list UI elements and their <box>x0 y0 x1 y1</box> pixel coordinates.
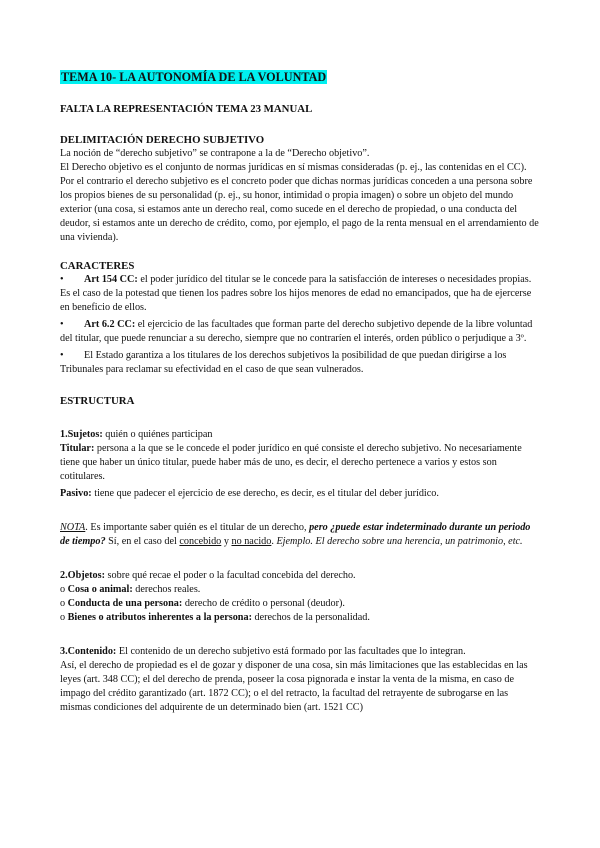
nota-text: . <box>271 536 277 547</box>
paragraph: El Derecho objetivo es el conjunto de normas jurídicas en sí mismas consideradas (p. ej., las contenidas en el CC). Por el contrario el derecho subjetivo es el concreto poder que dichas normas jurídicas conceden a una persona sobre los propios bienes de su personalidad (p. ej., su honor, intimidad o propia imagen) o sobre un objeto del mundo exterior (una cosa, si estamos ante un derecho real, como sucede en el derecho de propiedad, o una conducta del deudor, si estamos ante un derecho de crédito, como, por ejemplo, el pago de la renta mensual en el arrendamiento de una vivienda). <box>60 162 539 243</box>
object-item-text: derechos reales. <box>132 584 201 595</box>
section-delimitacion <box>60 133 540 245</box>
list-item <box>60 318 540 346</box>
nota-paragraph <box>60 521 540 549</box>
object-item-label: Bienes o atributos inherentes a la persona: <box>67 612 252 623</box>
item-label: Art 6.2 CC: <box>84 319 136 330</box>
missing-section-notice: FALTA LA REPRESENTACIÓN TEMA 23 MANUAL <box>60 103 313 115</box>
pasivo-label: Pasivo: <box>60 488 92 499</box>
objetos-line <box>60 569 540 583</box>
section-estructura <box>60 394 540 715</box>
contenido-line <box>60 645 540 659</box>
bullet-marker: • <box>60 319 64 330</box>
section-heading: DELIMITACIÓN DERECHO SUBJETIVO <box>60 134 265 146</box>
bullet-marker: • <box>60 350 64 361</box>
nota-text: Sí, en el caso del <box>105 536 180 547</box>
nota-question: pero ¿puede estar indeterminado durante un periodo de tiempo? <box>60 522 531 547</box>
sujetos-text: quién o quiénes participan <box>102 429 213 440</box>
objetos-label: 2.Objetos: <box>60 570 105 581</box>
object-item-label: Cosa o animal: <box>67 584 133 595</box>
item-text: El Estado garantiza a los titulares de los derechos subjetivos la posibilidad de que puedan dirigirse a los Tribunales para reclamar su efectividad en el caso de que sean vulnerados. <box>60 350 507 375</box>
document-title <box>60 70 540 86</box>
section-heading: CARACTERES <box>60 260 135 272</box>
titular-paragraph <box>60 442 540 484</box>
object-item-text: derecho de crédito o personal (deudor). <box>182 598 345 609</box>
objetos-text: sobre qué recae el poder o la facultad concebida del derecho. <box>105 570 356 581</box>
pasivo-paragraph <box>60 487 540 501</box>
bullet-marker: • <box>60 274 64 285</box>
title-highlight: TEMA 10- LA AUTONOMÍA DE LA VOLUNTAD <box>61 70 327 84</box>
item-text: el poder jurídico del titular se le concede para la satisfacción de intereses o necesidades propias. Es el caso de la potestad que tienen los padres sobre los hijos menores de edad no emancipados, que ha de ejercerse en beneficio de ellos. <box>60 274 532 313</box>
sujetos-label: 1.Sujetos: <box>60 429 103 440</box>
contenido-paragraph: Así, el derecho de propiedad es el de gozar y disponer de una cosa, sin más limitaciones que las establecidas en las leyes (art. 348 CC); el del derecho de prenda, poseer la cosa pignorada e instar la venta de la misma, en caso de impago del crédito garantizado (art. 1872 CC); o el del retracto, la facultad del retrayente de subrogarse en las mismas condiciones del adquirente de un determinado bien (art. 1521 CC) <box>60 660 528 713</box>
object-item-marker: o <box>60 584 68 595</box>
item-label: Art 154 CC: <box>84 274 138 285</box>
item-text: el ejercicio de las facultades que forman parte del derecho subjetivo depende de la libre voluntad del titular, que puede renunciar a su derecho, siempre que no contraríen el interés, orden público o perjudique a 3º. <box>60 319 533 344</box>
section-caracteres <box>60 259 540 377</box>
contenido-text: El contenido de un derecho subjetivo está formado por las facultades que lo integran. <box>116 646 466 657</box>
object-item <box>60 611 540 625</box>
pasivo-text: tiene que padecer el ejercicio de ese derecho, es decir, es el titular del deber jurídico. <box>91 488 439 499</box>
object-item-marker: o <box>60 598 68 609</box>
nota-text: . Es importante saber quién es el titular de un derecho, <box>85 522 310 533</box>
titular-text: persona a la que se le concede el poder jurídico en qué consiste el derecho subjetivo. No necesariamente tiene que haber un único titular, puede haber más de uno, es decir, el derecho pertenece a varios y estos son cotitulares. <box>60 443 522 482</box>
sujetos-line <box>60 428 540 442</box>
object-item-marker: o <box>60 612 68 623</box>
paragraph: La noción de “derecho subjetivo” se contrapone a la de “Derecho objetivo”. <box>60 148 370 159</box>
contenido-label: 3.Contenido: <box>60 646 117 657</box>
nota-label: NOTA <box>60 522 86 533</box>
section-heading: ESTRUCTURA <box>60 395 135 407</box>
nota-concebido: concebido <box>179 536 222 547</box>
titular-label: Titular: <box>60 443 95 454</box>
object-item-text: derechos de la personalidad. <box>251 612 370 623</box>
nota-text: y <box>221 536 232 547</box>
list-item <box>60 273 540 315</box>
object-item <box>60 583 540 597</box>
nota-no-nacido: no nacido <box>231 536 272 547</box>
nota-example: Ejemplo. El derecho sobre una herencia, un patrimonio, etc. <box>276 536 523 547</box>
list-item <box>60 349 540 377</box>
object-item <box>60 597 540 611</box>
object-item-label: Conducta de una persona: <box>67 598 183 609</box>
